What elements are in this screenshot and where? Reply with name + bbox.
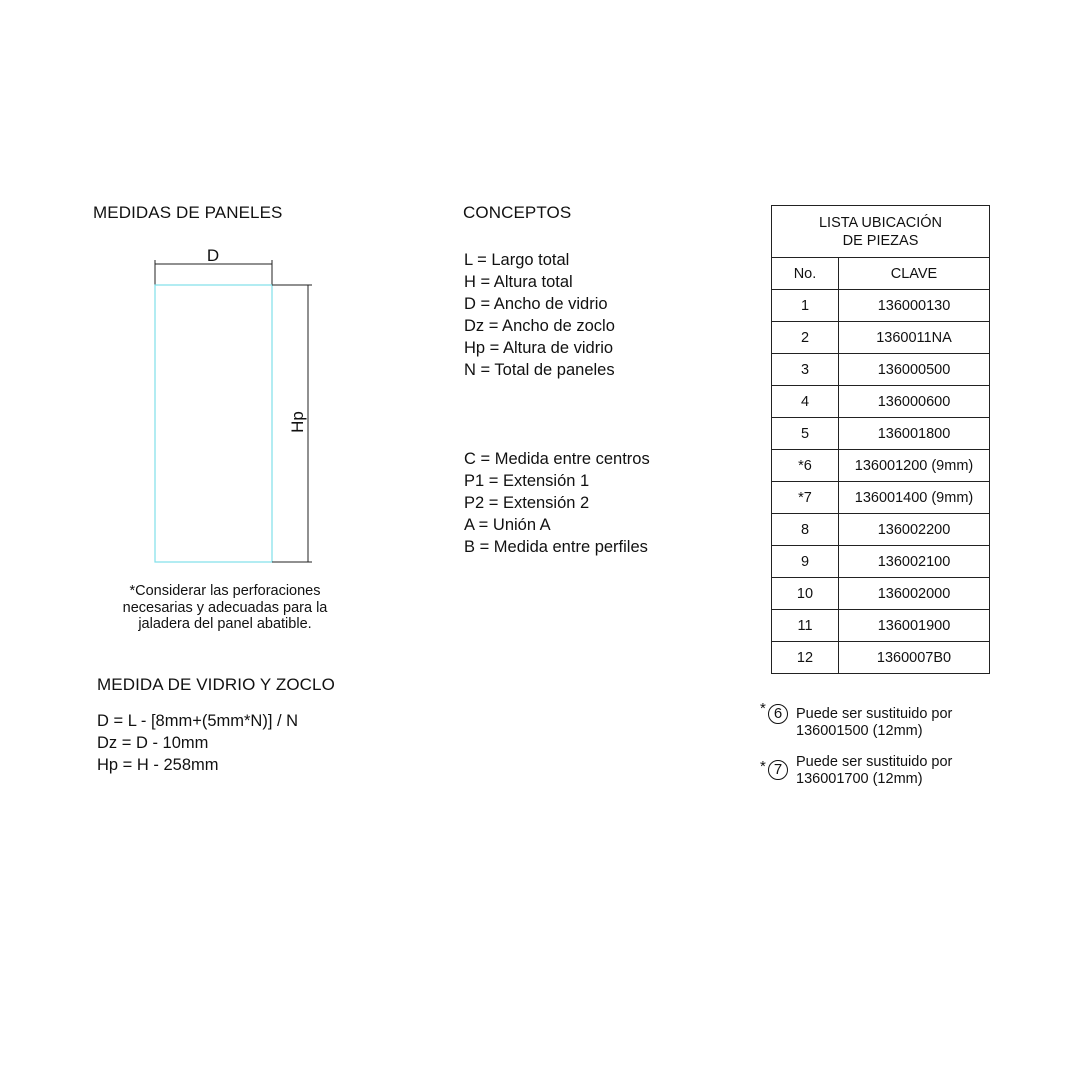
row-number: 3 <box>772 354 839 386</box>
table-row <box>772 354 990 386</box>
glass-heading: MEDIDA DE VIDRIO Y ZOCLO <box>97 675 335 694</box>
table-row <box>772 514 990 546</box>
concept-item: N = Total de paneles <box>464 361 615 379</box>
table-row <box>772 482 990 514</box>
concept-item: B = Medida entre perfiles <box>464 538 648 556</box>
parts-table <box>771 205 990 674</box>
row-key: 1360007B0 <box>839 642 990 674</box>
row-number: *6 <box>772 450 839 482</box>
concepts-heading: CONCEPTOS <box>463 203 572 222</box>
table-row <box>772 578 990 610</box>
concept-item: P1 = Extensión 1 <box>464 472 590 490</box>
row-number: 5 <box>772 418 839 450</box>
panels-heading: MEDIDAS DE PANELES <box>93 203 283 222</box>
row-number: 8 <box>772 514 839 546</box>
panel-outline <box>155 285 272 562</box>
table-row <box>772 546 990 578</box>
width-label: D <box>206 246 220 265</box>
concept-item: L = Largo total <box>464 251 570 269</box>
row-number: 1 <box>772 290 839 322</box>
footnote-part-number: 136001500 (12mm) <box>796 723 923 739</box>
concept-item: Hp = Altura de vidrio <box>464 339 614 357</box>
row-number: 10 <box>772 578 839 610</box>
formula-glass-height: Hp = H - 258mm <box>97 756 219 774</box>
concept-item: P2 = Extensión 2 <box>464 494 590 512</box>
row-number: *7 <box>772 482 839 514</box>
footnote-number-circle: 7 <box>768 760 788 780</box>
glass-formulas <box>97 710 298 776</box>
panel-note-line: jaladera del panel abatible. <box>138 616 312 632</box>
panel-diagram <box>140 240 340 570</box>
table-row <box>772 322 990 354</box>
row-number: 11 <box>772 610 839 642</box>
row-key: 136000130 <box>839 290 990 322</box>
table-row <box>772 386 990 418</box>
footnote-text: Puede ser sustituido por <box>796 706 953 722</box>
table-row <box>772 642 990 674</box>
footnote-star: * <box>760 700 766 717</box>
table-row <box>772 290 990 322</box>
table-row <box>772 450 990 482</box>
panel-note-line: necesarias y adecuadas para la <box>122 599 328 616</box>
height-label: Hp <box>288 411 307 433</box>
panel-note <box>100 583 350 633</box>
row-key: 136001400 (9mm) <box>839 482 990 514</box>
row-key: 136001200 (9mm) <box>839 450 990 482</box>
formula-plinth-width: Dz = D - 10mm <box>97 734 209 752</box>
footnote-part-number: 136001700 (12mm) <box>796 771 923 787</box>
concepts-group-2 <box>464 448 650 558</box>
row-key: 136001800 <box>839 418 990 450</box>
row-number: 12 <box>772 642 839 674</box>
row-key: 136001900 <box>839 610 990 642</box>
row-key: 136002100 <box>839 546 990 578</box>
table-row <box>772 610 990 642</box>
parts-table-title <box>772 206 990 258</box>
footnote-star: * <box>760 758 766 775</box>
row-number: 9 <box>772 546 839 578</box>
concepts-group-1 <box>464 249 615 381</box>
row-number: 2 <box>772 322 839 354</box>
column-header-key: CLAVE <box>839 258 990 290</box>
row-key: 1360011NA <box>839 322 990 354</box>
row-key: 136002000 <box>839 578 990 610</box>
row-key: 136000500 <box>839 354 990 386</box>
concept-item: C = Medida entre centros <box>464 450 650 468</box>
table-row <box>772 418 990 450</box>
row-key: 136000600 <box>839 386 990 418</box>
parts-table-title-line: LISTA UBICACIÓN <box>818 214 942 231</box>
panel-note-line: *Considerar las perforaciones <box>129 583 321 599</box>
concept-item: A = Unión A <box>464 516 551 534</box>
concept-item: D = Ancho de vidrio <box>464 295 608 313</box>
formula-glass-width: D = L - [8mm+(5mm*N)] / N <box>97 712 299 730</box>
footnote-number-circle: 6 <box>768 704 788 724</box>
concept-item: H = Altura total <box>464 273 573 291</box>
row-number: 4 <box>772 386 839 418</box>
column-header-no: No. <box>772 258 839 290</box>
footnote-text: Puede ser sustituido por <box>796 754 953 770</box>
parts-table-title-line: DE PIEZAS <box>842 232 919 249</box>
concept-item: Dz = Ancho de zoclo <box>464 317 615 335</box>
row-key: 136002200 <box>839 514 990 546</box>
